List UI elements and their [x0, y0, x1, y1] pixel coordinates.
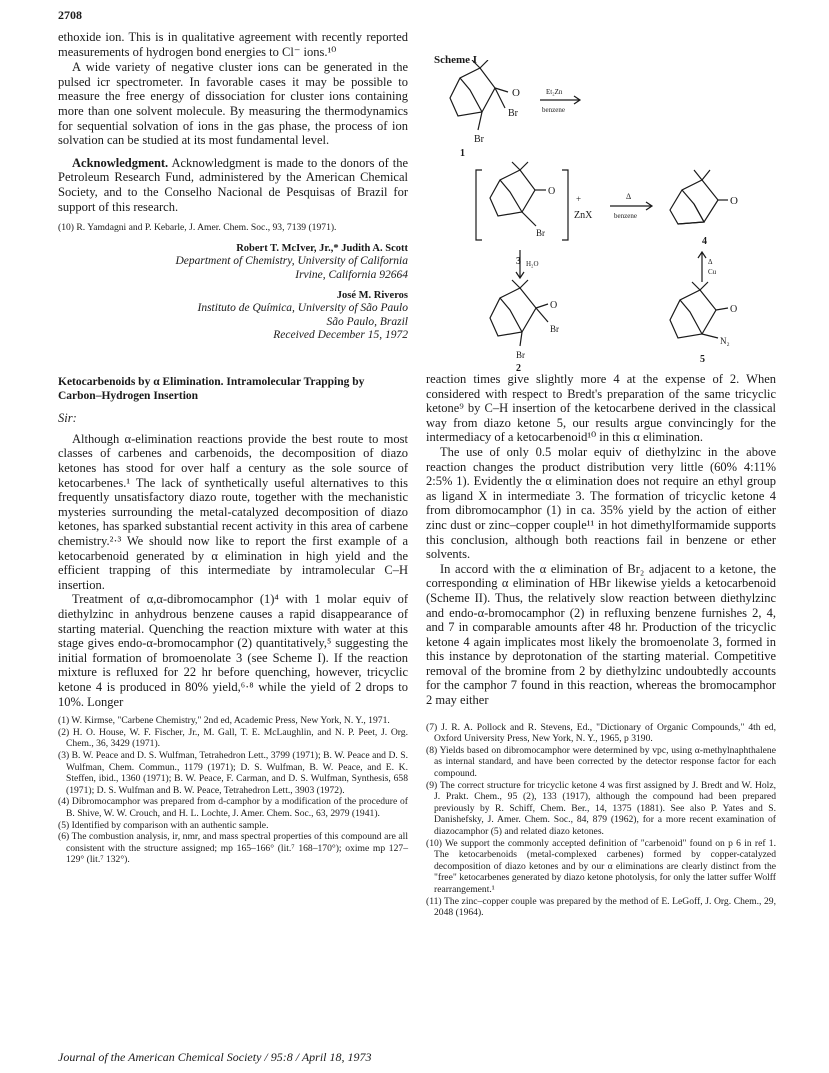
author-signature-2 [58, 289, 408, 343]
compound-3-br: Br [536, 228, 545, 238]
footnote-10-prior: (10) R. Yamdagni and P. Kebarle, J. Amer. Chem. Soc., 93, 7139 (1971). [58, 222, 337, 234]
compound-2-oxygen: O [550, 300, 558, 311]
right-column [426, 372, 776, 919]
reagent-2-top: Δ [626, 192, 632, 201]
article-paragraph-2: Treatment of α,α-dibromocamphor (1)⁴ with 1 molar equiv of diethylzinc in anhydrous benzene causes a rapid disappearance of starting material. Quenching the reaction mixture with water at this stage gives endo-α-bromocamphor (2) quantitatively,⁵ suggesting the initial formation of bromoenolate 3 (see Scheme I). If the reaction mixture is refluxed for 22 hr before quenching, however, tricyclic ketone 4 is produced in 80% yield,⁶·⁸ while the yield of 2 drops to 10%. Longer [58, 592, 408, 709]
compound-1-structure [450, 60, 508, 130]
right-paragraph-1: reaction times give slightly more 4 at the expense of 2. When considered with respect to Bredt's preparation of the same tricyclic ketone⁹ by C–H insertion of the ketocarbene derived in the classical way from diazo ketone 5, our results argue convincingly for the intermediacy of a ketocarbenoid¹⁰ in this α elimination. [426, 372, 776, 445]
author-signature-1 [58, 242, 408, 283]
compound-4-oxygen: O [730, 195, 738, 207]
bracket-right [562, 170, 568, 240]
footnote-6: (6) The combustion analysis, ir, nmr, and mass spectral properties of this compound are all consistent with the structure assigned; mp 165–166° (lit.⁷ 168–170°); oxime mp 127–129° (lit.⁷ 132°). [58, 831, 408, 866]
author-institution: Instituto de Química, University of São Paulo [197, 302, 408, 315]
right-paragraph-3: In accord with the α elimination of Br₂ adjacent to a ketone, the corresponding α elimination of HBr likewise yields a ketocarbenoid (Scheme II). Thus, the relatively slow reaction between diethylzinc and endo-α-bromocamphor (2) in refluxing benzene furnishes 2, 4, and 7 in comparable amounts after 48 hr. Production of the tricyclic ketone 4 again implicates most likely the bromoenolate 3, formed in this instance by deprotonation of the starting material. Competitive removal of the bromine from 2 by diethylzinc undoubtedly accounts for the camphor 7 found in this reaction, whereas the bromocamphor 2 may either [426, 561, 776, 708]
received-date: Received December 15, 1972 [273, 329, 408, 342]
intro-paragraph-1: ethoxide ion. This is in qualitative agreement with recently reported measurements of hydrogen bond energies to Cl⁻ ions.¹⁰ [58, 30, 408, 59]
compound-3-oxygen: O [548, 186, 556, 197]
bracket-left [476, 170, 482, 240]
reagent-1-top: Et₂Zn [546, 88, 563, 96]
footnote-3: (3) B. W. Peace and D. S. Wulfman, Tetrahedron Lett., 3799 (1971); B. W. Peace and D. S. Wulfman, Chem. Commun., 1179 (1971); D. S. Wulfman, B. W. Peace, and E. K. Steffen, ibid., 1360 (1971); B. W. Peace, F. Carman, and D. S. Wulfman, Synthesis, 658 (1971); D. S. Wulfman and B. W. Peace, Tetrahedron Lett., 3903 (1972). [58, 749, 408, 796]
acknowledgment-text: Acknowledgment is made to the donors of the Petroleum Research Fund, administered by the American Chemical Society, and to the Conselho Nacional de Pesquisas of Brazil for support of this research. [58, 155, 408, 214]
compound-3-label: 3 [516, 256, 521, 267]
footnote-5: (5) Identified by comparison with an authentic sample. [58, 819, 269, 831]
journal-footer: Journal of the American Chemical Society / 95:8 / April 18, 1973 [58, 1050, 372, 1064]
footnote-9: (9) The correct structure for tricyclic ketone 4 was first assigned by J. Bredt and W. Holz, J. Prakt. Chem., 95 (2), 133 (1917), although the compound had been prepared previously by R. Schiff, Chem. Ber., 14, 1375 (1881). See also P. Yates and S. Danishefsky, J. Amer. Chem. Soc., 84, 879 (1962), for a more recent examination of diazocamphor (5) and related diazo ketones. [426, 779, 776, 837]
reagent-4-bottom: Cu [708, 268, 717, 276]
compound-2-br-1: Br [550, 324, 559, 334]
footnote-8: (8) Yields based on dibromocamphor were determined by vpc, using α-methylnaphthalene as internal standard, and have been corrected by the detector response factor for each compound. [426, 744, 776, 780]
compound-2-label: 2 [516, 363, 521, 372]
compound-5-structure [670, 282, 728, 338]
author-names-2: José M. Riveros [336, 289, 408, 301]
reagent-3: H₂O [526, 260, 539, 268]
reagent-1-bottom: benzene [542, 106, 565, 114]
article-title: Ketocarbenoids by α Elimination. Intramolecular Trapping by Carbon–Hydrogen Insertion [58, 375, 365, 402]
compound-1-oxygen: O [512, 87, 520, 99]
reagent-4-top: Δ [708, 258, 713, 266]
arrow-4 [698, 252, 706, 282]
compound-1-label: 1 [460, 148, 465, 159]
compound-1-br-1: Br [508, 108, 518, 119]
compound-1-br-2: Br [474, 134, 484, 145]
footnote-4: (4) Dibromocamphor was prepared from d-camphor by a modification of the procedure of B. Shive, W. W. Crouch, and H. L. Lochte, J. Amer. Chem. Soc., 63, 2979 (1941). [58, 796, 408, 819]
compound-5-n2: N₂ [720, 336, 730, 346]
footnote-11: (11) The zinc–copper couple was prepared by the method of E. LeGoff, J. Org. Chem., 29, 2048 (1964). [426, 895, 776, 919]
author-city-2: São Paulo, Brazil [326, 315, 408, 328]
compound-2-br-2: Br [516, 350, 525, 360]
compound-2-structure [490, 280, 548, 346]
compound-3-structure [490, 162, 546, 226]
acknowledgment-heading: Acknowledgment. [72, 155, 169, 170]
compound-4-structure [670, 170, 728, 224]
salutation: Sir: [58, 410, 77, 425]
page-number: 2708 [58, 8, 82, 22]
article-paragraph-1: Although α-elimination reactions provide the best route to most classes of carbenes and carbenoids, the decomposition of diazo ketones has stood for over half a century as the sole source of ketocarbenes.¹ The lack of synthetically useful alternatives to this frequently unsatisfactory diazo route, together with the mechanistic mysteries surrounding the metal-catalyzed decomposition of diazo ketones, has sparked substantial recent activity in this area of carbene chemistry.²·³ We should now like to report the first example of a ketocarbenoid generated by α elimination in high yield and the efficient trapping of this intermediate by intramolecular C–H insertion. [58, 431, 408, 592]
left-column [58, 30, 408, 866]
reagent-2-bottom: benzene [614, 212, 637, 220]
footnote-2: (2) H. O. House, W. F. Fischer, Jr., M. Gall, T. E. McLaughlin, and N. P. Peet, J. Org. Chem., 36, 3429 (1971). [58, 726, 408, 750]
left-footnotes [58, 715, 408, 866]
footnote-10: (10) We support the commonly accepted definition of "carbenoid" found on p 6 in ref 1. The ketocarbenoids (metal-complexed carbenes) formed by copper-catalyzed decomposition of diazo ketones and by our α eliminations are clearly distinct from the "free" ketocarbenes generated by diazo ketone photolysis, for only the latter suffer Wolff rearrangement.¹ [426, 837, 776, 895]
scheme-label: Scheme I [434, 54, 478, 66]
author-department: Department of Chemistry, University of California [175, 255, 408, 268]
right-footnotes [426, 722, 776, 919]
arrow-1 [540, 96, 580, 104]
compound-5-oxygen: O [730, 304, 738, 315]
author-city-1: Irvine, California 92664 [295, 268, 408, 281]
intro-paragraph-2: A wide variety of negative cluster ions can be generated in the pulsed icr spectrometer. In favorable cases it may be possible to measure the free energy of dissociation for cluster ions containing more than one solvent molecule. By measuring the thermodynamics for sequential solvation of ions in the gas phase, the process of ion solvation can be studied at its most fundamental level. [58, 60, 408, 148]
right-paragraph-2: The use of only 0.5 molar equiv of diethylzinc in the above reaction changes the product distribution very little (60% 4:11% 2:5% 1). Evidently the α elimination does not require an ethyl group as ligand X in intermediate 3. The formation of tricyclic ketone 4 from dibromocamphor (1) in ca. 35% yield by the action of either zinc dust or zinc–copper couple¹¹ in hot dimethylformamide supports this conclusion, although both reactions fail in benzene or ether solvents. [426, 444, 776, 562]
compound-4-label: 4 [702, 236, 707, 247]
zinc-species: ZnX [574, 210, 593, 221]
scheme-diagram [420, 60, 800, 372]
arrow-2 [610, 202, 652, 210]
acknowledgment-paragraph [58, 156, 408, 214]
zinc-charge: + [576, 194, 582, 204]
compound-5-label: 5 [700, 354, 705, 365]
footnote-1: (1) W. Kirmse, "Carbene Chemistry," 2nd ed, Academic Press, New York, N. Y., 1971. [58, 715, 390, 727]
footnote-7: (7) J. R. A. Pollock and R. Stevens, Ed., "Dictionary of Organic Compounds," 4th ed, Oxford University Press, New York, N. Y., 1965, p 3190. [426, 721, 776, 745]
author-names-1: Robert T. McIver, Jr.,* Judith A. Scott [236, 242, 408, 254]
